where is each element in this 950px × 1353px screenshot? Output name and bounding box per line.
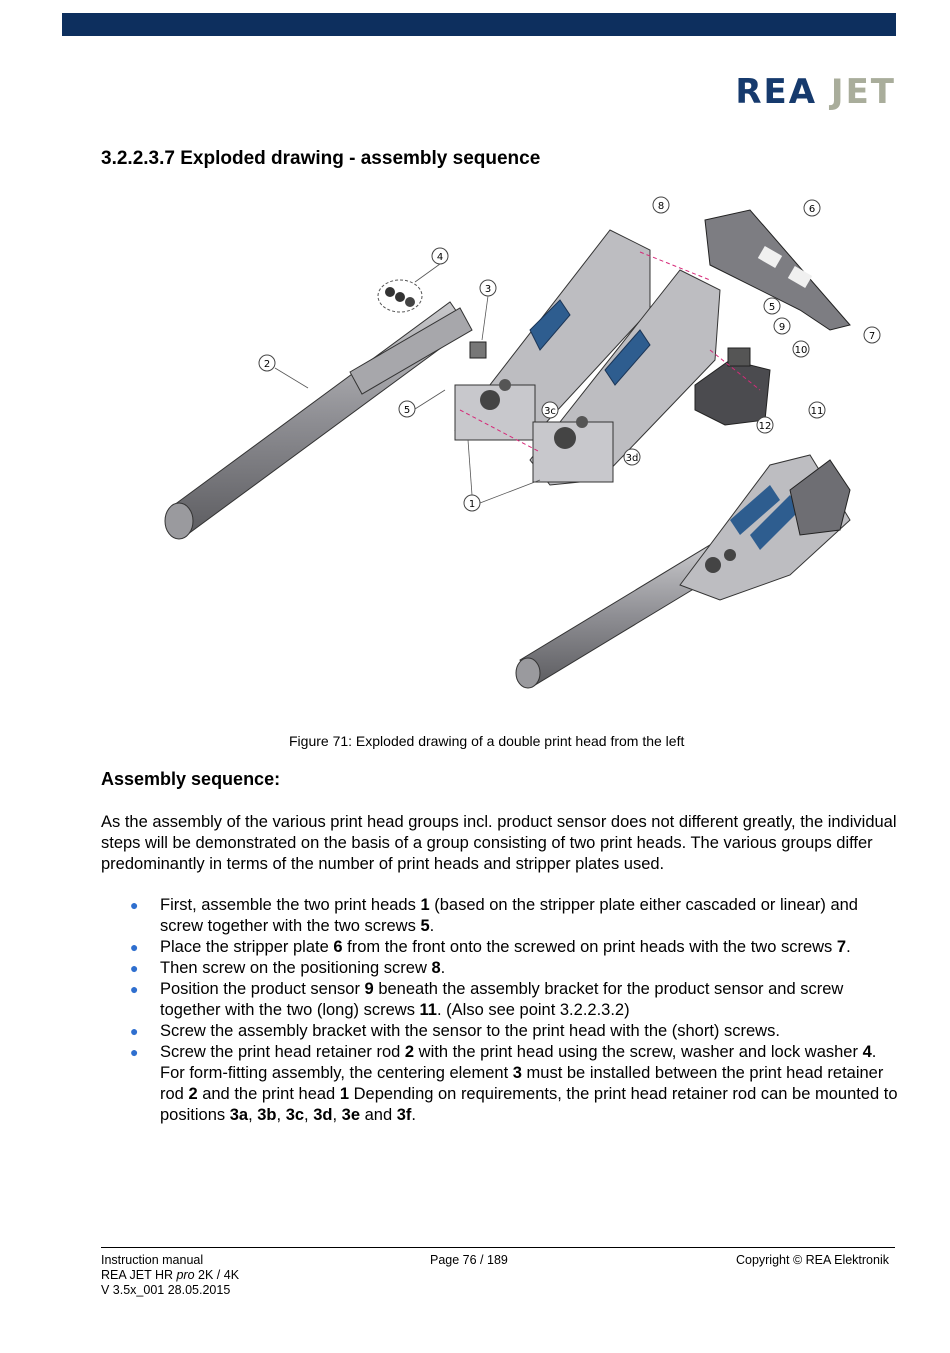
callout-4: 4 xyxy=(436,252,444,263)
footer-version: V 3.5x_001 28.05.2015 xyxy=(101,1283,231,1297)
bullet-icon: ● xyxy=(130,1023,139,1039)
callout-3: 3 xyxy=(484,284,492,295)
callout-2: 2 xyxy=(263,359,271,370)
callout-5-right: 5 xyxy=(768,302,776,313)
assembly-heading: Assembly sequence: xyxy=(101,769,281,789)
callout-7: 7 xyxy=(868,331,876,342)
footer-page-number: Page 76 / 189 xyxy=(430,1253,508,1267)
bullet-icon: ● xyxy=(130,1044,139,1060)
assembled-view xyxy=(516,455,850,688)
section-title: 3.2.2.3.7 Exploded drawing - assembly sequence xyxy=(101,148,541,169)
list-item: ● Then screw on the positioning screw 8. xyxy=(130,959,446,977)
list-item: ● Screw the assembly bracket with the sensor to the print head with the (short) screws. xyxy=(130,1022,780,1040)
list-item: ● Screw the print head retainer rod 2 with the print head using the screw, washer and lock washer 4. For form-fitting assembly, the centering element 3 must be installed between the print head retainer rod 2 and the print head 1 Depending on requirements, the print head retainer rod can be mounted to positions 3a, 3b, 3c, 3d, 3e and 3f. xyxy=(130,1043,898,1124)
callout-12: 12 xyxy=(758,421,772,432)
intro-paragraph: As the assembly of the various print head groups incl. product sensor does not different greatly, the individual steps will be demonstrated on the basis of a group consisting of two print heads. The various groups differ predominantly in terms of the number of print heads and stripper plates used. xyxy=(101,813,897,873)
callout-6: 6 xyxy=(808,204,816,215)
bullet-icon: ● xyxy=(130,939,139,955)
callout-1: 1 xyxy=(468,499,476,510)
callout-3c: 3c xyxy=(544,406,556,417)
screw-washer-set xyxy=(378,280,422,312)
callout-9: 9 xyxy=(778,322,786,333)
footer-doc-type: Instruction manual xyxy=(101,1253,204,1267)
footer-copyright: Copyright © REA Elektronik xyxy=(735,1253,889,1267)
rea-jet-logo xyxy=(735,72,896,112)
list-item: ● First, assemble the two print heads 1 (based on the stripper plate either cascaded or linear) and screw together with the two screws 5. xyxy=(130,896,858,935)
list-item: ● Position the product sensor 9 beneath the assembly bracket for the product sensor and screw together with the two (long) screws 11. (Also see point 3.2.2.3.2) xyxy=(130,980,844,1019)
callout-5-left: 5 xyxy=(403,405,411,416)
footer-rule xyxy=(101,1247,895,1248)
callout-3d: 3d xyxy=(625,453,639,464)
callout-10: 10 xyxy=(794,345,808,356)
figure-caption: Figure 71: Exploded drawing of a double print head from the left xyxy=(289,733,685,749)
retainer-rod xyxy=(165,302,472,539)
centering-element xyxy=(470,342,486,358)
footer-left xyxy=(101,1253,239,1298)
logo-jet: JET xyxy=(830,72,896,112)
bullet-icon: ● xyxy=(130,981,139,997)
list-item: ● Place the stripper plate 6 from the front onto the screwed on print heads with the two screws 7. xyxy=(130,938,851,956)
logo-rea: REA xyxy=(735,72,818,112)
footer-product: REA JET HR pro 2K / 4K xyxy=(101,1268,240,1282)
bullet-icon: ● xyxy=(130,960,139,976)
header-bar xyxy=(62,13,896,36)
exploded-drawing xyxy=(150,190,890,700)
callout-11: 11 xyxy=(810,406,824,417)
callout-8: 8 xyxy=(657,201,665,212)
bullet-icon: ● xyxy=(130,897,139,913)
assembly-steps-list xyxy=(101,895,901,1126)
